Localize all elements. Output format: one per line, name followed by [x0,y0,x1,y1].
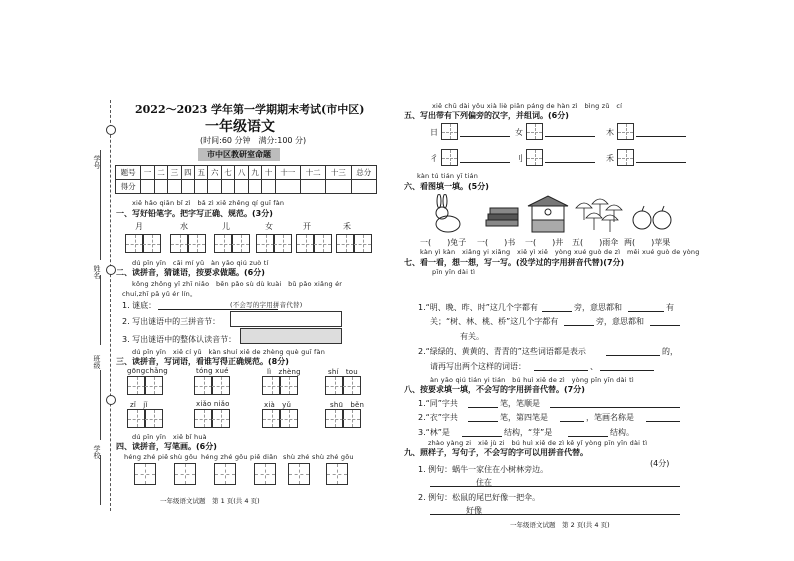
q2-item1: 1. 谜底： [122,301,157,310]
binding-hole [106,125,116,135]
score-cell[interactable] [195,180,208,194]
q3-title: 三、读拼音，写词语，看谁写得正确规范。(8分) [116,357,289,366]
answer-blank[interactable] [606,355,660,356]
answer-blank[interactable] [550,407,680,408]
q9-score: (4分) [650,459,670,468]
q2-item2: 2. 写出谜语中的三拼音节： [122,317,221,326]
rabbit-icon [436,194,460,232]
score-header-cell: 十 [262,166,275,180]
writing-grid[interactable] [142,234,161,253]
score-header-cell: 一 [141,166,154,180]
score-header-cell: 二 [154,166,167,180]
q7-item1-text: 有关。 [460,332,484,341]
q4-stroke-pinyin: héng zhé piě [124,453,169,461]
q7-item2-text: 、 [590,362,598,371]
q3-pinyin: dú pīn yīn xiě cí yǔ kàn shuí xiě de zhèng què guī fàn [132,348,326,356]
writing-grid[interactable] [353,234,372,253]
q3-pinyin-word: xià yǔ [264,401,292,409]
answer-blank[interactable] [545,136,595,137]
q9-item2: 2. 例句：松鼠的尾巴好像一把伞。 [418,493,541,502]
q3-pinyin-word: xiǎo niǎo [196,400,230,408]
q9-item1-prompt: 住在 [476,478,492,487]
q7-pinyin-note: pīn yīn dài tì [432,268,476,276]
q4-stroke-pinyin: piě diǎn [250,453,278,461]
side-label-school: 学校 [93,445,101,459]
q1-pinyin: xiě hǎo qiān bǐ zì bǎ zì xiě zhěng qí guī fàn [132,199,285,207]
q3-pinyin-word: lì zhèng [267,368,301,376]
q5-title: 五、写出带有下列偏旁的汉字，并组词。(6分) [404,111,569,120]
q5-radical: 女 [515,128,523,137]
q8-item2-text: 笔，第四笔是 [500,413,548,422]
pinyin-four-lines[interactable] [230,311,342,327]
q5-radical: 彳 [430,154,438,163]
answer-blank[interactable] [564,325,594,326]
q3-pinyin-word: shū běn [330,401,365,409]
writing-grid[interactable] [617,123,634,140]
q5-radical: 日 [430,128,438,137]
answer-blank[interactable] [468,421,498,422]
q1-title: 一、写好铅笔字。把字写正确、规范。(3分) [116,209,273,218]
q1-char: 水 [180,222,188,231]
q7-item1-text: 有 [666,303,674,312]
q1-char: 月 [135,222,143,231]
q9-item2-prompt: 好像 [466,506,482,515]
q5-radical: 刂 [515,154,523,163]
score-header-cell: 五 [195,166,208,180]
score-cell[interactable] [351,180,376,194]
q8-title: 八、按要求填一填，不会写的字用拼音代替。(7分) [404,385,585,394]
score-cell[interactable] [326,180,351,194]
q6-title: 六、看图填一填。(5分) [404,182,489,191]
score-cell[interactable] [181,180,194,194]
score-table-header-row [116,166,377,180]
q7-item1-text: 旁，意思都和 [596,317,644,326]
q2-pinyin-riddle: chuí,zhī pā yǔ ér lín。 [122,290,197,298]
score-header-cell: 总分 [351,166,376,180]
q4-stroke-pinyin: shù gōu [170,453,198,461]
writing-grid[interactable] [441,149,458,166]
answer-blank[interactable] [468,407,498,408]
q9-pinyin: zhào yàng zi xiě jù zi bú huì xiě de zì kě yǐ yòng pīn yīn dài tì [428,439,648,447]
q7-pinyin: kàn yì kàn xiǎng yi xiǎng xiě yì xiě yòng xué guò de zì měi xué guò de yòng [420,248,700,256]
q3-pinyin-word: tóng xué [196,367,229,375]
q6-pinyin: kàn tú tián yī tián [417,172,479,180]
q4-title: 四、读拼音，写笔画。(6分) [116,442,217,451]
score-header-cell: 十二 [300,166,325,180]
q1-char: 女 [265,222,273,231]
answer-blank[interactable] [636,136,686,137]
q6-pictures [420,194,680,236]
q9-title: 九、照样子，写句子，不会写的字可以用拼音代替。 [404,448,588,457]
score-table [115,165,377,194]
writing-grid[interactable] [526,123,543,140]
q4-stroke-pinyin: shù zhé [283,453,310,461]
q9-item1: 1. 例句：蜗牛一家住在小树林旁边。 [418,465,549,474]
score-header-cell: 十一 [275,166,300,180]
q2-pinyin: dú pīn yīn cāi mí yǔ àn yāo qiú zuò tí [132,259,269,267]
q4-stroke-pinyin: héng zhé gōu [201,453,248,461]
q6-label: 两( )苹果 [624,238,671,247]
writing-grid[interactable] [187,234,206,253]
page-footer-left: 一年级语文试题 第 1 页(共 4 页) [160,497,260,505]
fill-line [100,150,101,260]
q1-char: 禾 [343,222,351,231]
q7-item1-text: 关；“树、林、桃、桥”这几个字都有 [430,317,559,326]
score-cell[interactable] [221,180,234,194]
score-header-cell: 七 [221,166,234,180]
side-label-student-id: 学号 [93,155,101,169]
writing-grid[interactable] [134,463,156,485]
exam-title: 2022～2023 学年第一学期期末考试(市中区) [135,103,365,116]
binding-line [110,100,111,511]
side-label-name: 姓名 [93,265,101,279]
q8-item2-text: 2.“衣”字共 [418,413,458,422]
score-cell[interactable] [248,180,261,194]
answer-blank[interactable] [636,162,686,163]
score-header-cell: 十三 [326,166,351,180]
q5-radical: 木 [606,128,614,137]
author-banner: 市中区教研室命题 [198,148,280,161]
q8-item3-text: 3.“林”是 [418,428,450,437]
q5-radical: 禾 [606,154,614,163]
fill-line [100,455,101,505]
q3-pinyin-word: zǐ jǐ [130,401,148,409]
writing-grid[interactable] [211,376,230,395]
writing-grid[interactable] [211,409,230,428]
well-icon [528,196,568,232]
q7-item1-text: 旁，意思都和 [574,303,622,312]
writing-grid[interactable] [231,234,250,253]
side-label-class: 班级 [93,355,101,369]
umbrella-icon [576,199,622,232]
writing-grid[interactable] [342,409,361,428]
score-cell[interactable] [154,180,167,194]
fill-line [100,275,101,345]
q3-pinyin-word: shí tou [328,368,358,376]
score-cell[interactable] [300,180,325,194]
score-header-cell: 题号 [116,166,141,180]
score-cell[interactable] [235,180,248,194]
answer-blank[interactable] [460,136,510,137]
answer-blank[interactable] [534,370,588,371]
answer-blank[interactable] [462,436,502,437]
q7-title: 七、看一看，想一想，写一写。(没学过的字用拼音代替)(7分) [404,258,625,267]
writing-grid[interactable] [273,234,292,253]
answer-blank[interactable] [628,311,664,312]
q7-item2-text: 2.“绿绿的、黄黄的、青青的”这些词语都是表示 [418,347,586,356]
q8-item1-text: 1.“同”字共 [418,399,458,408]
answer-blank[interactable] [545,162,595,163]
q6-label: 一( )兔子 [420,238,467,247]
exam-subtitle: 一年级语文 [205,119,275,135]
q8-item1-text: 笔，笔顺是 [500,399,540,408]
q2-title: 二、读拼音，猜谜语，按要求做题。(6分) [116,268,265,277]
score-cell[interactable] [262,180,275,194]
q8-item3-text: 结构，“芽”是 [504,428,553,437]
book-stack-icon [486,208,518,226]
score-header-cell: 三 [168,166,181,180]
writing-grid[interactable] [342,376,361,395]
answer-blank[interactable] [460,162,510,163]
answer-blank[interactable] [600,370,654,371]
score-cell[interactable] [275,180,300,194]
q4-stroke-pinyin: shù zhé gōu [312,453,354,461]
pinyin-four-lines[interactable] [240,328,342,344]
writing-grid[interactable] [279,376,298,395]
answer-blank[interactable] [568,436,608,437]
q8-item2-text: ，笔画名称是 [586,413,634,422]
score-header-cell: 六 [208,166,221,180]
q3-pinyin-word: gōngchǎng [127,367,168,375]
q8-item3-text: 结构。 [610,428,634,437]
writing-grid[interactable] [214,463,236,485]
apple-icon [633,206,671,229]
q2-pinyin-riddle: kōng zhōng yī zhī niǎo bēn pǎo sù dù kuài bǔ pǎo xiǎng ér [132,280,343,288]
writing-grid[interactable] [174,463,196,485]
binding-hole [106,395,116,405]
score-header-cell: 四 [181,166,194,180]
score-cell[interactable] [208,180,221,194]
writing-grid[interactable] [144,376,163,395]
answer-blank[interactable] [158,309,278,310]
score-header-cell: 八 [235,166,248,180]
answer-blank[interactable] [542,311,572,312]
writing-grid[interactable] [526,149,543,166]
answer-blank[interactable] [646,421,680,422]
score-row-label: 得分 [116,180,141,194]
score-cell[interactable] [141,180,154,194]
time-info: (时间:60 分钟 满分:100 分) [200,136,307,145]
writing-grid[interactable] [313,234,332,253]
q6-label: 一( )井 [525,238,564,247]
score-cell[interactable] [168,180,181,194]
q2-item1-note: (不会写的字用拼音代替) [230,301,303,309]
writing-grid[interactable] [326,463,348,485]
writing-grid[interactable] [288,463,310,485]
answer-blank[interactable] [650,325,680,326]
answer-blank[interactable] [430,486,680,487]
q6-label: 一( )书 [477,238,516,247]
writing-grid[interactable] [617,149,634,166]
writing-grid[interactable] [144,409,163,428]
writing-grid[interactable] [279,409,298,428]
fill-line [100,370,101,440]
answer-blank[interactable] [560,421,584,422]
q6-label: 五( )雨伞 [572,238,619,247]
q7-item2-text: 的， [662,347,678,356]
writing-grid[interactable] [254,463,276,485]
q5-pinyin: xiě chū dài yǒu xià liè piān páng de hàn zì bìng zǔ cí [432,102,623,110]
score-header-cell: 九 [248,166,261,180]
page-footer-right: 一年级语文试题 第 2 页(共 4 页) [510,521,610,529]
q7-item1-text: 1.“明、晚、昨、时”这几个字都有 [418,303,538,312]
q7-item2-text: 请再写出两个这样的词语： [430,362,526,371]
binding-hole [106,265,116,275]
q8-pinyin: àn yāo qiú tián yi tián bú huì xiě de zì yòng pīn yīn dài tì [430,376,634,384]
q1-char: 儿 [222,222,230,231]
q4-pinyin: dú pīn yīn xiě bǐ huà [132,433,207,441]
q2-item3: 3. 写出谜语中的整体认读音节： [122,335,237,344]
score-table-score-row [116,180,377,194]
q1-char: 开 [303,222,311,231]
writing-grid[interactable] [441,123,458,140]
